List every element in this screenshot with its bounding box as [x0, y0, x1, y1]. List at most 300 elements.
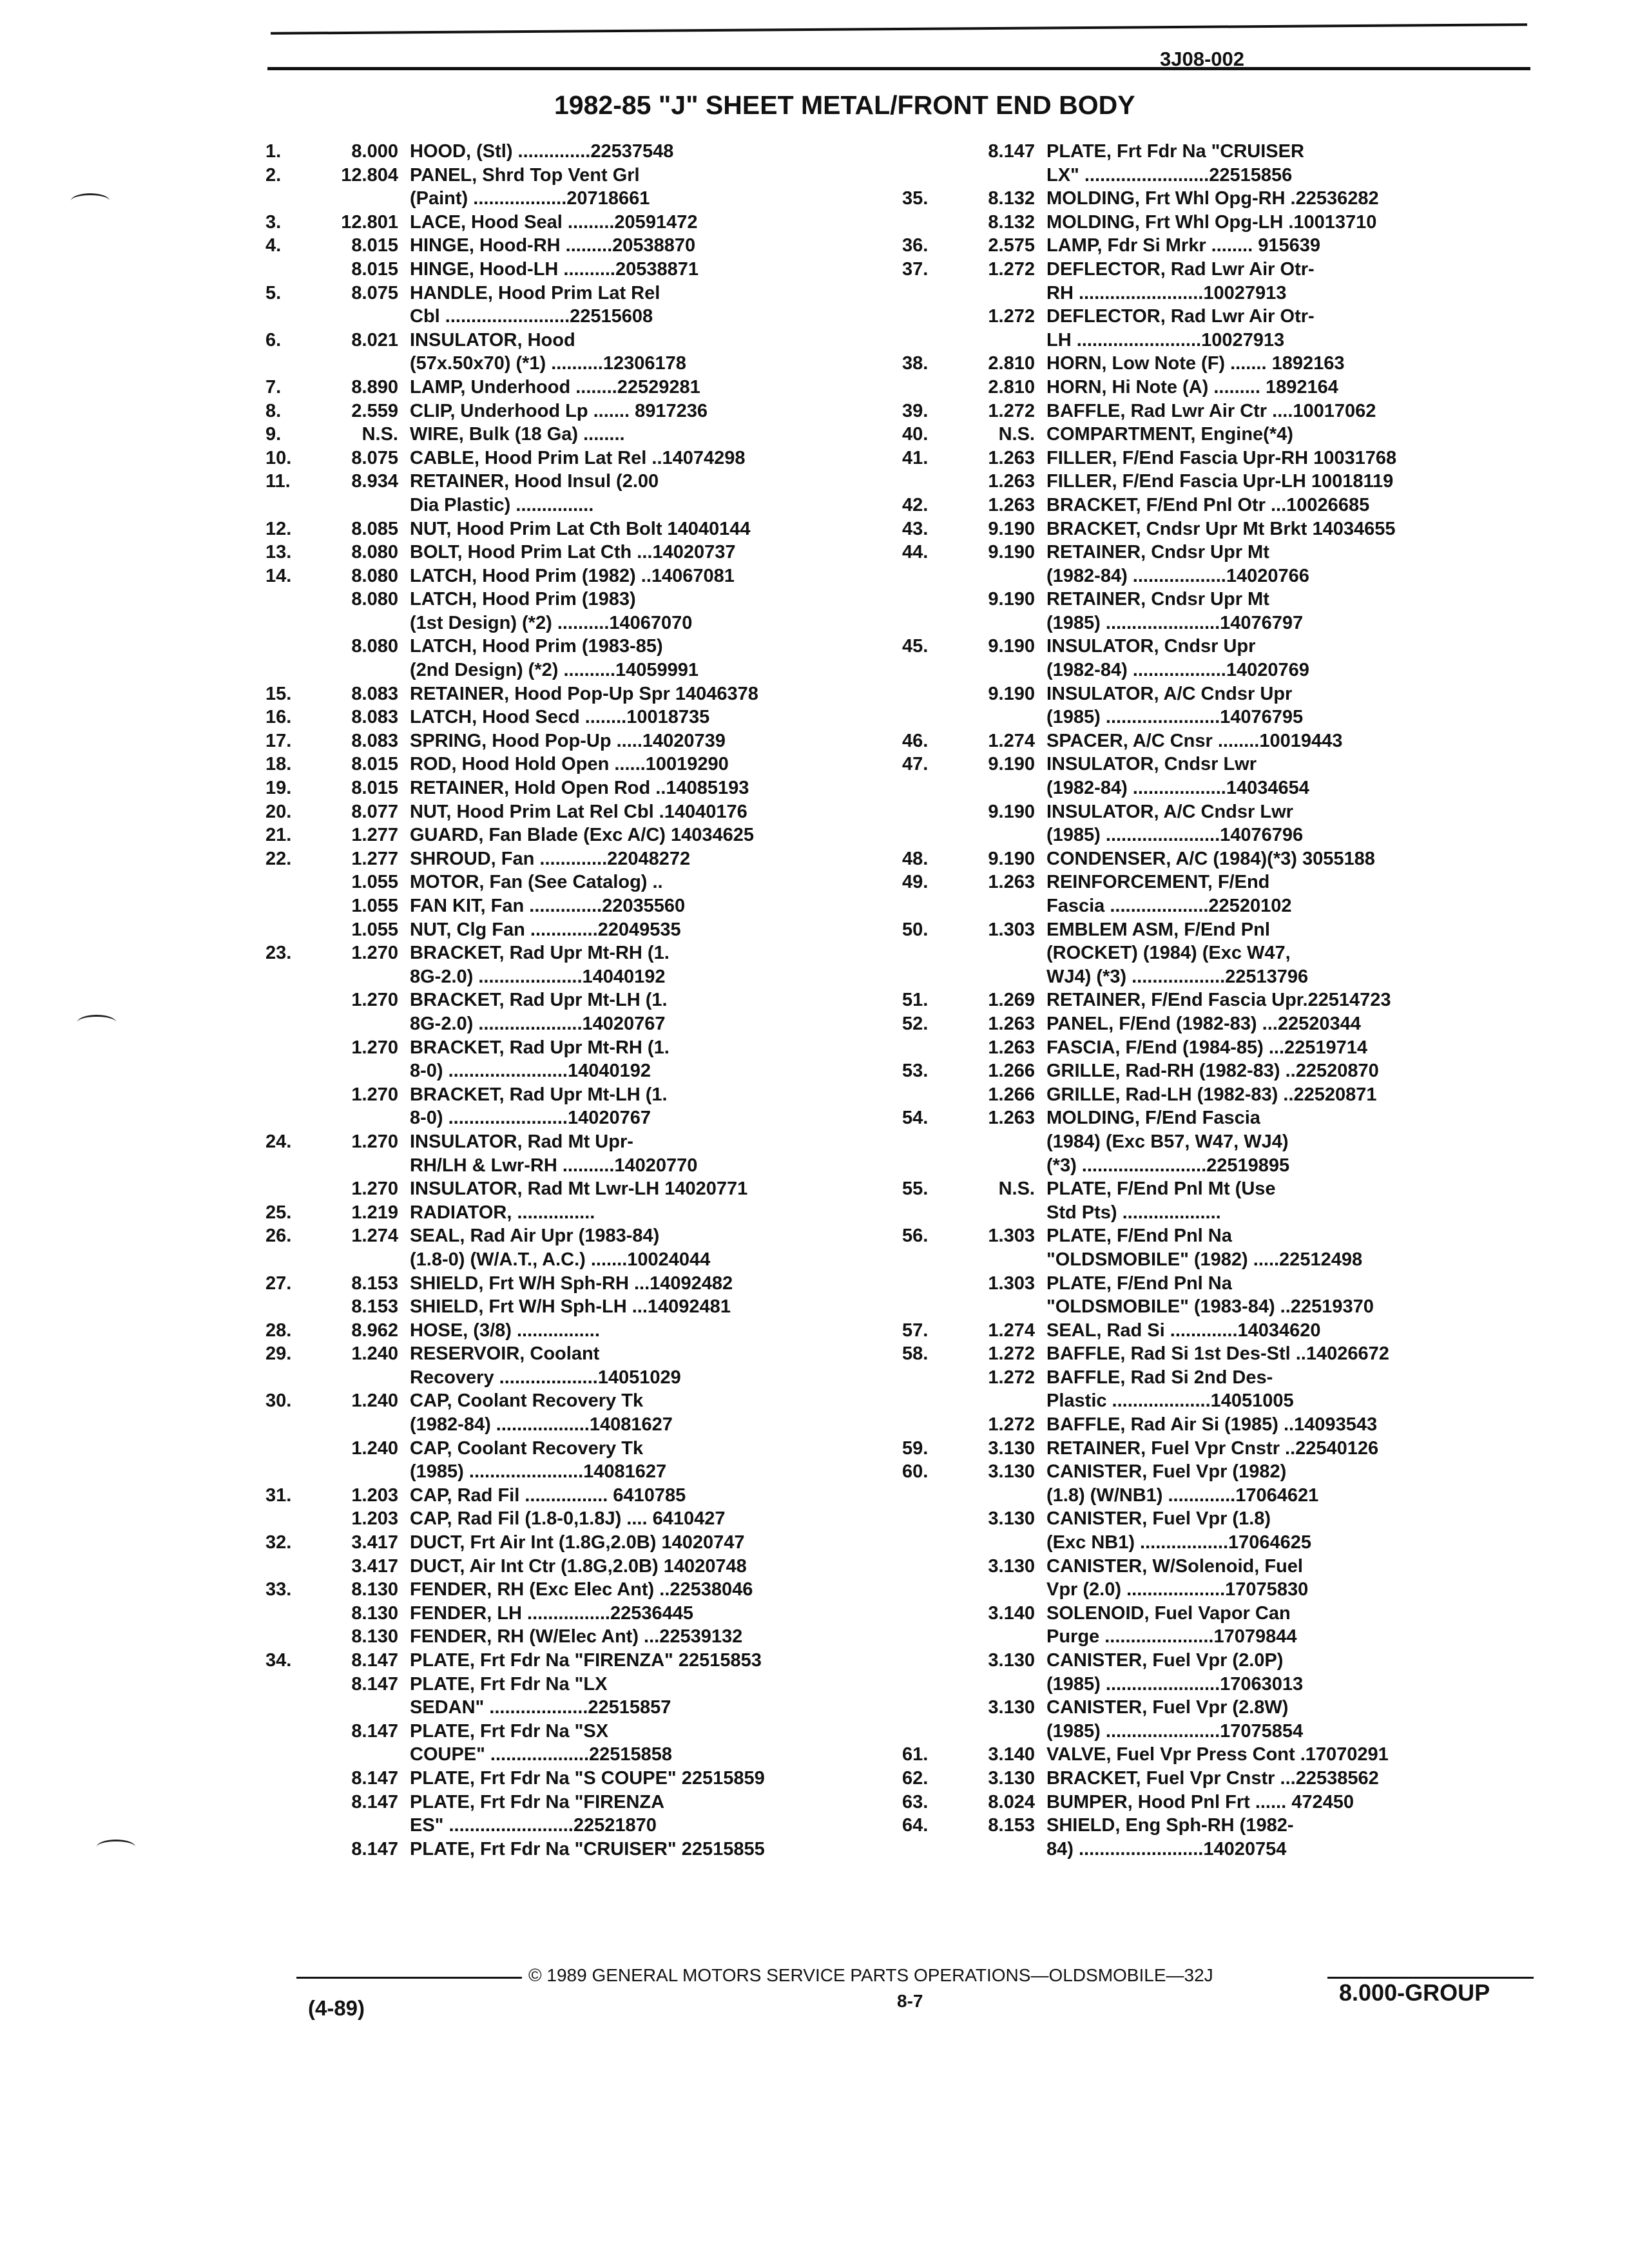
- part-description: BRACKET, Cndsr Upr Mt Brkt 14034655: [1046, 518, 1396, 539]
- part-entry: [265, 447, 923, 470]
- part-description: SEAL, Rad Air Upr (1983-84) (1.8-0) (W/A.T., A.C.) .......10024044: [410, 1225, 711, 1270]
- item-number: [265, 1838, 316, 1861]
- part-entry: [265, 282, 923, 329]
- part-description: CAP, Rad Fil ................ 6410785: [410, 1485, 686, 1506]
- group-number: 8.075: [351, 447, 398, 468]
- part-entry: [902, 1814, 1554, 1861]
- item-number: 52.: [902, 1013, 929, 1034]
- part-description: INSULATOR, A/C Cndsr Lwr (1985) ......................14076796: [1046, 801, 1304, 846]
- group-number: 1.303: [988, 1273, 1035, 1294]
- group-number: 8.077: [351, 801, 398, 822]
- part-entry: [902, 870, 1554, 918]
- part-description: GRILLE, Rad-RH (1982-83) ..22520870: [1046, 1061, 1379, 1082]
- part-entry: [902, 1272, 1554, 1319]
- group-number: 1.263: [988, 1037, 1035, 1058]
- group-number: 3.140: [988, 1602, 1035, 1624]
- item-number: 58.: [902, 1343, 929, 1365]
- part-entry: [902, 1106, 1554, 1177]
- part-entry: [902, 399, 1554, 423]
- part-description: SPRING, Hood Pop-Up .....14020739: [410, 730, 726, 751]
- item-number: 18.: [265, 754, 292, 775]
- part-description: CANISTER, Fuel Vpr (1.8) (Exc NB1) .................17064625: [1046, 1508, 1312, 1553]
- item-number: [902, 1083, 952, 1107]
- item-number: [902, 140, 952, 187]
- part-entry: [265, 1578, 923, 1602]
- part-description: HINGE, Hood-RH .........20538870: [410, 235, 696, 256]
- group-number: 9.190: [988, 518, 1035, 539]
- part-description: MOLDING, Frt Whl Opg-RH .22536282: [1046, 188, 1379, 209]
- item-number: 16.: [265, 707, 292, 728]
- item-number: [902, 1272, 952, 1319]
- group-number: 8.153: [351, 1273, 398, 1294]
- group-number: 1.303: [988, 1225, 1035, 1247]
- item-number: 64.: [902, 1815, 929, 1836]
- group-number: 3.130: [988, 1508, 1035, 1530]
- part-entry: [265, 729, 923, 753]
- item-number: 25.: [265, 1202, 292, 1223]
- group-number: 3.130: [988, 1767, 1035, 1789]
- part-description: BAFFLE, Rad Si 1st Des-Stl ..14026672: [1046, 1343, 1389, 1365]
- item-number: [265, 1036, 316, 1083]
- part-entry: [265, 847, 923, 871]
- item-number: [265, 870, 316, 894]
- part-entry: [902, 1767, 1554, 1791]
- part-entry: [265, 1507, 923, 1531]
- group-number: 12.804: [341, 164, 398, 186]
- item-number: 2.: [265, 164, 282, 186]
- group-number: 9.190: [988, 801, 1035, 822]
- part-entry: [265, 376, 923, 399]
- part-entry: [902, 1012, 1554, 1036]
- part-description: ROD, Hood Hold Open ......10019290: [410, 754, 729, 775]
- part-entry: [265, 588, 923, 635]
- part-description: PLATE, Frt Fdr Na "FIRENZA ES" ........................22521870: [410, 1791, 665, 1836]
- part-entry: [902, 1036, 1554, 1060]
- part-entry: [265, 1838, 923, 1861]
- part-description: DEFLECTOR, Rad Lwr Air Otr- LH ........................10027913: [1046, 306, 1315, 351]
- part-description: CANISTER, Fuel Vpr (2.8W) (1985) ......................17075854: [1046, 1697, 1304, 1742]
- item-number: 31.: [265, 1485, 292, 1506]
- part-description: PLATE, Frt Fdr Na "SX COUPE" ...................22515858: [410, 1720, 673, 1765]
- item-number: [265, 1555, 316, 1579]
- group-number: 3.130: [988, 1555, 1035, 1577]
- part-entry: [902, 140, 1554, 187]
- item-number: [265, 1437, 316, 1484]
- item-number: 28.: [265, 1320, 292, 1341]
- part-description: INSULATOR, Rad Mt Upr- RH/LH & Lwr-RH ..........14020770: [410, 1131, 698, 1176]
- part-entry: [265, 1295, 923, 1319]
- binder-mark: [97, 1840, 135, 1854]
- part-description: COMPARTMENT, Engine(*4): [1046, 424, 1293, 445]
- part-entry: [265, 1531, 923, 1555]
- group-number: 1.055: [351, 872, 398, 893]
- group-number: 1.240: [351, 1390, 398, 1412]
- group-number: 8.015: [351, 235, 398, 256]
- part-entry: [902, 1319, 1554, 1343]
- item-number: 41.: [902, 447, 929, 468]
- part-entry: [265, 1555, 923, 1579]
- part-description: MOLDING, Frt Whl Opg-LH .10013710: [1046, 211, 1377, 233]
- part-entry: [902, 847, 1554, 871]
- part-description: PLATE, F/End Pnl Mt (Use Std Pts) ...................: [1046, 1178, 1276, 1223]
- part-description: PLATE, F/End Pnl Na "OLDSMOBILE" (1982) .....22512498: [1046, 1225, 1363, 1270]
- group-number: 1.263: [988, 471, 1035, 492]
- part-description: BRACKET, Rad Upr Mt-RH (1. 8G-2.0) ....................14040192: [410, 943, 670, 987]
- part-entry: [265, 1673, 923, 1720]
- part-description: LAMP, Underhood ........22529281: [410, 376, 700, 398]
- part-entry: [902, 1649, 1554, 1696]
- part-description: EMBLEM ASM, F/End Pnl (ROCKET) (1984) (Exc W47, WJ4) (*3) ..................22513796: [1046, 919, 1309, 987]
- part-entry: [265, 1201, 923, 1225]
- item-number: [265, 1720, 316, 1767]
- part-entry: [902, 1507, 1554, 1554]
- part-entry: [902, 800, 1554, 847]
- part-description: CANISTER, Fuel Vpr (1982) (1.8) (W/NB1) .............17064621: [1046, 1461, 1319, 1506]
- part-description: LATCH, Hood Prim (1982) ..14067081: [410, 565, 735, 586]
- item-number: 33.: [265, 1579, 292, 1600]
- part-description: DEFLECTOR, Rad Lwr Air Otr- RH ........................10027913: [1046, 258, 1315, 303]
- part-description: CANISTER, Fuel Vpr (2.0P) (1985) ......................17063013: [1046, 1650, 1304, 1695]
- part-description: SHIELD, Eng Sph-RH (1982- 84) ........................14020754: [1046, 1815, 1294, 1860]
- item-number: 45.: [902, 636, 929, 657]
- item-number: [265, 1767, 316, 1791]
- part-description: SHIELD, Frt W/H Sph-RH ...14092482: [410, 1273, 733, 1294]
- part-description: LACE, Hood Seal .........20591472: [410, 211, 698, 233]
- part-entry: [265, 776, 923, 800]
- part-description: BAFFLE, Rad Air Si (1985) ..14093543: [1046, 1414, 1378, 1436]
- item-number: [902, 1366, 952, 1413]
- part-entry: [902, 234, 1554, 258]
- item-number: [902, 1413, 952, 1437]
- part-description: NUT, Clg Fan .............22049535: [410, 919, 681, 940]
- group-number: 1.274: [988, 1320, 1035, 1341]
- item-number: 44.: [902, 542, 929, 563]
- group-number: 1.240: [351, 1437, 398, 1459]
- item-number: [265, 1625, 316, 1649]
- part-entry: [265, 1130, 923, 1177]
- group-number: 8.083: [351, 730, 398, 751]
- part-entry: [265, 164, 923, 211]
- group-number: 8.083: [351, 683, 398, 704]
- part-entry: [265, 682, 923, 706]
- part-entry: [265, 941, 923, 988]
- part-entry: [265, 635, 923, 682]
- part-description: RETAINER, Hold Open Rod ..14085193: [410, 778, 749, 799]
- part-description: INSULATOR, A/C Cndsr Upr (1985) ......................14076795: [1046, 683, 1304, 728]
- part-description: CAP, Coolant Recovery Tk (1985) ......................14081627: [410, 1437, 667, 1483]
- item-number: 7.: [265, 376, 282, 398]
- item-number: [265, 1507, 316, 1531]
- footer-rule-left: [296, 1977, 522, 1979]
- parts-list-right: [902, 140, 1554, 1861]
- item-number: 12.: [265, 518, 292, 539]
- group-number: 1.263: [988, 1108, 1035, 1129]
- part-description: BUMPER, Hood Pnl Frt ...... 472450: [1046, 1791, 1354, 1812]
- group-number: 1.277: [351, 825, 398, 846]
- item-number: [902, 1649, 952, 1696]
- part-entry: [902, 1059, 1554, 1083]
- group-number: 3.130: [988, 1437, 1035, 1459]
- item-number: [265, 1673, 316, 1720]
- group-number: 8.080: [351, 589, 398, 610]
- part-entry: [902, 1413, 1554, 1437]
- part-entry: [265, 258, 923, 282]
- item-number: 48.: [902, 848, 929, 869]
- group-number: 3.130: [988, 1650, 1035, 1671]
- group-number: 9.190: [988, 542, 1035, 563]
- part-entry: [265, 399, 923, 423]
- item-number: 19.: [265, 778, 292, 799]
- document-code: 3J08-002: [1160, 48, 1245, 70]
- item-number: 21.: [265, 825, 292, 846]
- item-number: [902, 211, 952, 235]
- group-number: 8.147: [988, 141, 1035, 162]
- part-entry: [265, 1224, 923, 1271]
- group-number: 8.080: [351, 636, 398, 657]
- item-number: 1.: [265, 141, 282, 162]
- part-description: REINFORCEMENT, F/End Fascia ...................22520102: [1046, 872, 1292, 916]
- item-number: 56.: [902, 1225, 929, 1247]
- group-number: 8.153: [351, 1296, 398, 1318]
- part-entry: [902, 1342, 1554, 1366]
- group-label: 8.000-GROUP: [1339, 1979, 1490, 2006]
- part-description: SHIELD, Frt W/H Sph-LH ...14092481: [410, 1296, 731, 1318]
- group-number: 9.190: [988, 848, 1035, 869]
- part-description: BRACKET, Rad Upr Mt-LH (1. 8-0) .......................14020767: [410, 1084, 668, 1129]
- part-description: RESERVOIR, Coolant Recovery ...................14051029: [410, 1343, 681, 1388]
- part-description: CLIP, Underhood Lp ....... 8917236: [410, 400, 708, 421]
- item-number: [902, 470, 952, 494]
- part-entry: [265, 1720, 923, 1767]
- item-number: 47.: [902, 754, 929, 775]
- item-number: 32.: [265, 1532, 292, 1553]
- part-description: PLATE, Frt Fdr Na "CRUISER LX" ........................22515856: [1046, 141, 1304, 186]
- group-number: 2.810: [988, 376, 1035, 398]
- part-description: FASCIA, F/End (1984-85) ...22519714: [1046, 1037, 1368, 1058]
- part-description: BRACKET, F/End Pnl Otr ...10026685: [1046, 494, 1370, 515]
- part-description: RETAINER, Cndsr Upr Mt (1985) ......................14076797: [1046, 589, 1304, 633]
- item-number: [265, 1602, 316, 1626]
- part-entry: [265, 1625, 923, 1649]
- part-description: GUARD, Fan Blade (Exc A/C) 14034625: [410, 825, 755, 846]
- part-description: BOLT, Hood Prim Lat Cth ...14020737: [410, 542, 736, 563]
- group-number: 9.190: [988, 754, 1035, 775]
- item-number: 50.: [902, 919, 929, 940]
- item-number: 59.: [902, 1437, 929, 1459]
- revision-date: (4-89): [308, 1996, 365, 2020]
- part-description: NUT, Hood Prim Lat Rel Cbl .14040176: [410, 801, 747, 822]
- header-rule: [267, 67, 1530, 70]
- part-entry: [902, 305, 1554, 352]
- item-number: 20.: [265, 801, 292, 822]
- part-description: HANDLE, Hood Prim Lat Rel Cbl ........................22515608: [410, 282, 660, 327]
- part-description: PANEL, Shrd Top Vent Grl (Paint) ..................20718661: [410, 164, 650, 209]
- item-number: [265, 988, 316, 1035]
- part-description: DUCT, Air Int Ctr (1.8G,2.0B) 14020748: [410, 1555, 747, 1577]
- group-number: 3.417: [351, 1532, 398, 1553]
- group-number: N.S.: [998, 424, 1035, 445]
- item-number: 4.: [265, 235, 282, 256]
- part-description: HORN, Low Note (F) ....... 1892163: [1046, 353, 1345, 374]
- part-entry: [265, 470, 923, 517]
- group-number: 8.080: [351, 542, 398, 563]
- item-number: 42.: [902, 494, 929, 515]
- group-number: 1.240: [351, 1343, 398, 1365]
- part-entry: [902, 1437, 1554, 1461]
- part-entry: [902, 1460, 1554, 1507]
- group-number: 8.147: [351, 1650, 398, 1671]
- group-number: 1.303: [988, 919, 1035, 940]
- page-number: 8-7: [897, 1991, 923, 2011]
- group-number: 8.085: [351, 518, 398, 539]
- part-entry: [265, 800, 923, 824]
- item-number: 51.: [902, 990, 929, 1011]
- item-number: 14.: [265, 565, 292, 586]
- item-number: [265, 1791, 316, 1838]
- group-number: 1.272: [988, 258, 1035, 280]
- part-description: CAP, Coolant Recovery Tk (1982-84) ..................14081627: [410, 1390, 673, 1436]
- part-entry: [902, 1743, 1554, 1767]
- part-entry: [265, 706, 923, 729]
- item-number: 17.: [265, 730, 292, 751]
- part-entry: [265, 1791, 923, 1838]
- part-entry: [902, 352, 1554, 376]
- group-number: 1.055: [351, 919, 398, 940]
- part-description: GRILLE, Rad-LH (1982-83) ..22520871: [1046, 1084, 1377, 1105]
- part-entry: [265, 423, 923, 447]
- part-entry: [902, 1791, 1554, 1814]
- part-entry: [902, 517, 1554, 541]
- group-number: 8.132: [988, 211, 1035, 233]
- group-number: 12.801: [341, 211, 398, 233]
- group-number: 1.272: [988, 306, 1035, 327]
- item-number: 34.: [265, 1650, 292, 1671]
- item-number: 23.: [265, 943, 292, 964]
- part-description: SOLENOID, Fuel Vapor Can Purge .....................17079844: [1046, 1602, 1297, 1648]
- item-number: [265, 1295, 316, 1319]
- part-description: INSULATOR, Hood (57x.50x70) (*1) ..........12306178: [410, 329, 686, 374]
- part-entry: [265, 918, 923, 942]
- part-entry: [265, 1767, 923, 1791]
- item-number: [265, 258, 316, 282]
- part-description: RETAINER, Hood Insul (2.00 Dia Plastic) ...............: [410, 471, 659, 515]
- item-number: 43.: [902, 518, 929, 539]
- part-entry: [902, 376, 1554, 399]
- group-number: 1.266: [988, 1084, 1035, 1105]
- item-number: 57.: [902, 1320, 929, 1341]
- group-number: 8.962: [351, 1320, 398, 1341]
- part-entry: [902, 1083, 1554, 1107]
- item-number: [902, 800, 952, 847]
- part-entry: [265, 541, 923, 564]
- part-description: RADIATOR, ...............: [410, 1202, 595, 1223]
- item-number: [265, 588, 316, 635]
- item-number: 63.: [902, 1791, 929, 1812]
- part-entry: [265, 564, 923, 588]
- part-entry: [265, 329, 923, 376]
- group-number: 8.015: [351, 258, 398, 280]
- part-description: RETAINER, Hood Pop-Up Spr 14046378: [410, 683, 758, 704]
- group-number: 8.130: [351, 1602, 398, 1624]
- part-description: BRACKET, Rad Upr Mt-RH (1. 8-0) .......................14040192: [410, 1037, 670, 1082]
- group-number: 8.147: [351, 1673, 398, 1695]
- part-entry: [902, 729, 1554, 753]
- part-entry: [265, 870, 923, 894]
- item-number: [902, 588, 952, 635]
- item-number: 27.: [265, 1273, 292, 1294]
- group-number: 9.190: [988, 683, 1035, 704]
- part-description: CONDENSER, A/C (1984)(*3) 3055188: [1046, 848, 1375, 869]
- item-number: 61.: [902, 1744, 929, 1765]
- group-number: 1.270: [351, 1084, 398, 1105]
- group-number: 8.075: [351, 282, 398, 303]
- part-entry: [902, 470, 1554, 494]
- part-description: SPACER, A/C Cnsr ........10019443: [1046, 730, 1343, 751]
- item-number: [265, 1177, 316, 1201]
- part-entry: [265, 1083, 923, 1130]
- item-number: 6.: [265, 329, 282, 351]
- part-entry: [265, 1036, 923, 1083]
- item-number: 37.: [902, 258, 929, 280]
- part-description: MOLDING, F/End Fascia (1984) (Exc B57, W47, WJ4) (*3) ........................22519895: [1046, 1108, 1290, 1176]
- group-number: 3.130: [988, 1697, 1035, 1718]
- item-number: [265, 894, 316, 918]
- item-number: 49.: [902, 872, 929, 893]
- group-number: 3.417: [351, 1555, 398, 1577]
- part-description: LAMP, Fdr Si Mrkr ........ 915639: [1046, 235, 1320, 256]
- item-number: 15.: [265, 683, 292, 704]
- part-description: RETAINER, F/End Fascia Upr.22514723: [1046, 990, 1391, 1011]
- item-number: [902, 1696, 952, 1743]
- part-description: INSULATOR, Cndsr Lwr (1982-84) ..................14034654: [1046, 754, 1309, 799]
- group-number: 8.147: [351, 1767, 398, 1789]
- group-number: 8.080: [351, 565, 398, 586]
- item-number: 13.: [265, 542, 292, 563]
- part-entry: [902, 988, 1554, 1012]
- group-number: 9.190: [988, 589, 1035, 610]
- item-number: 53.: [902, 1061, 929, 1082]
- item-number: 8.: [265, 400, 282, 421]
- group-number: 1.274: [351, 1225, 398, 1247]
- group-number: 3.140: [988, 1744, 1035, 1765]
- part-entry: [265, 234, 923, 258]
- item-number: 11.: [265, 471, 291, 492]
- group-number: 8.130: [351, 1579, 398, 1600]
- item-number: 55.: [902, 1178, 929, 1200]
- group-number: N.S.: [998, 1178, 1035, 1200]
- item-number: [902, 376, 952, 399]
- part-entry: [902, 541, 1554, 588]
- item-number: 26.: [265, 1225, 292, 1247]
- part-description: HORN, Hi Note (A) ......... 1892164: [1046, 376, 1338, 398]
- part-entry: [265, 1177, 923, 1201]
- copyright-notice: © 1989 GENERAL MOTORS SERVICE PARTS OPERATIONS—OLDSMOBILE—32J: [528, 1965, 1213, 1985]
- part-entry: [902, 494, 1554, 517]
- part-entry: [902, 1602, 1554, 1649]
- part-description: PLATE, Frt Fdr Na "FIRENZA" 22515853: [410, 1650, 762, 1671]
- item-number: 40.: [902, 424, 929, 445]
- item-number: 39.: [902, 400, 929, 421]
- part-description: FENDER, RH (W/Elec Ant) ...22539132: [410, 1626, 743, 1648]
- group-number: 1.270: [351, 990, 398, 1011]
- part-description: BRACKET, Fuel Vpr Cnstr ...22538562: [1046, 1767, 1379, 1789]
- part-description: BAFFLE, Rad Lwr Air Ctr ....10017062: [1046, 400, 1376, 421]
- part-description: VALVE, Fuel Vpr Press Cont .17070291: [1046, 1744, 1389, 1765]
- part-description: INSULATOR, Cndsr Upr (1982-84) ..................14020769: [1046, 636, 1309, 681]
- group-number: 1.263: [988, 494, 1035, 515]
- part-description: PLATE, Frt Fdr Na "LX SEDAN" ...................22515857: [410, 1673, 671, 1718]
- item-number: 54.: [902, 1108, 929, 1129]
